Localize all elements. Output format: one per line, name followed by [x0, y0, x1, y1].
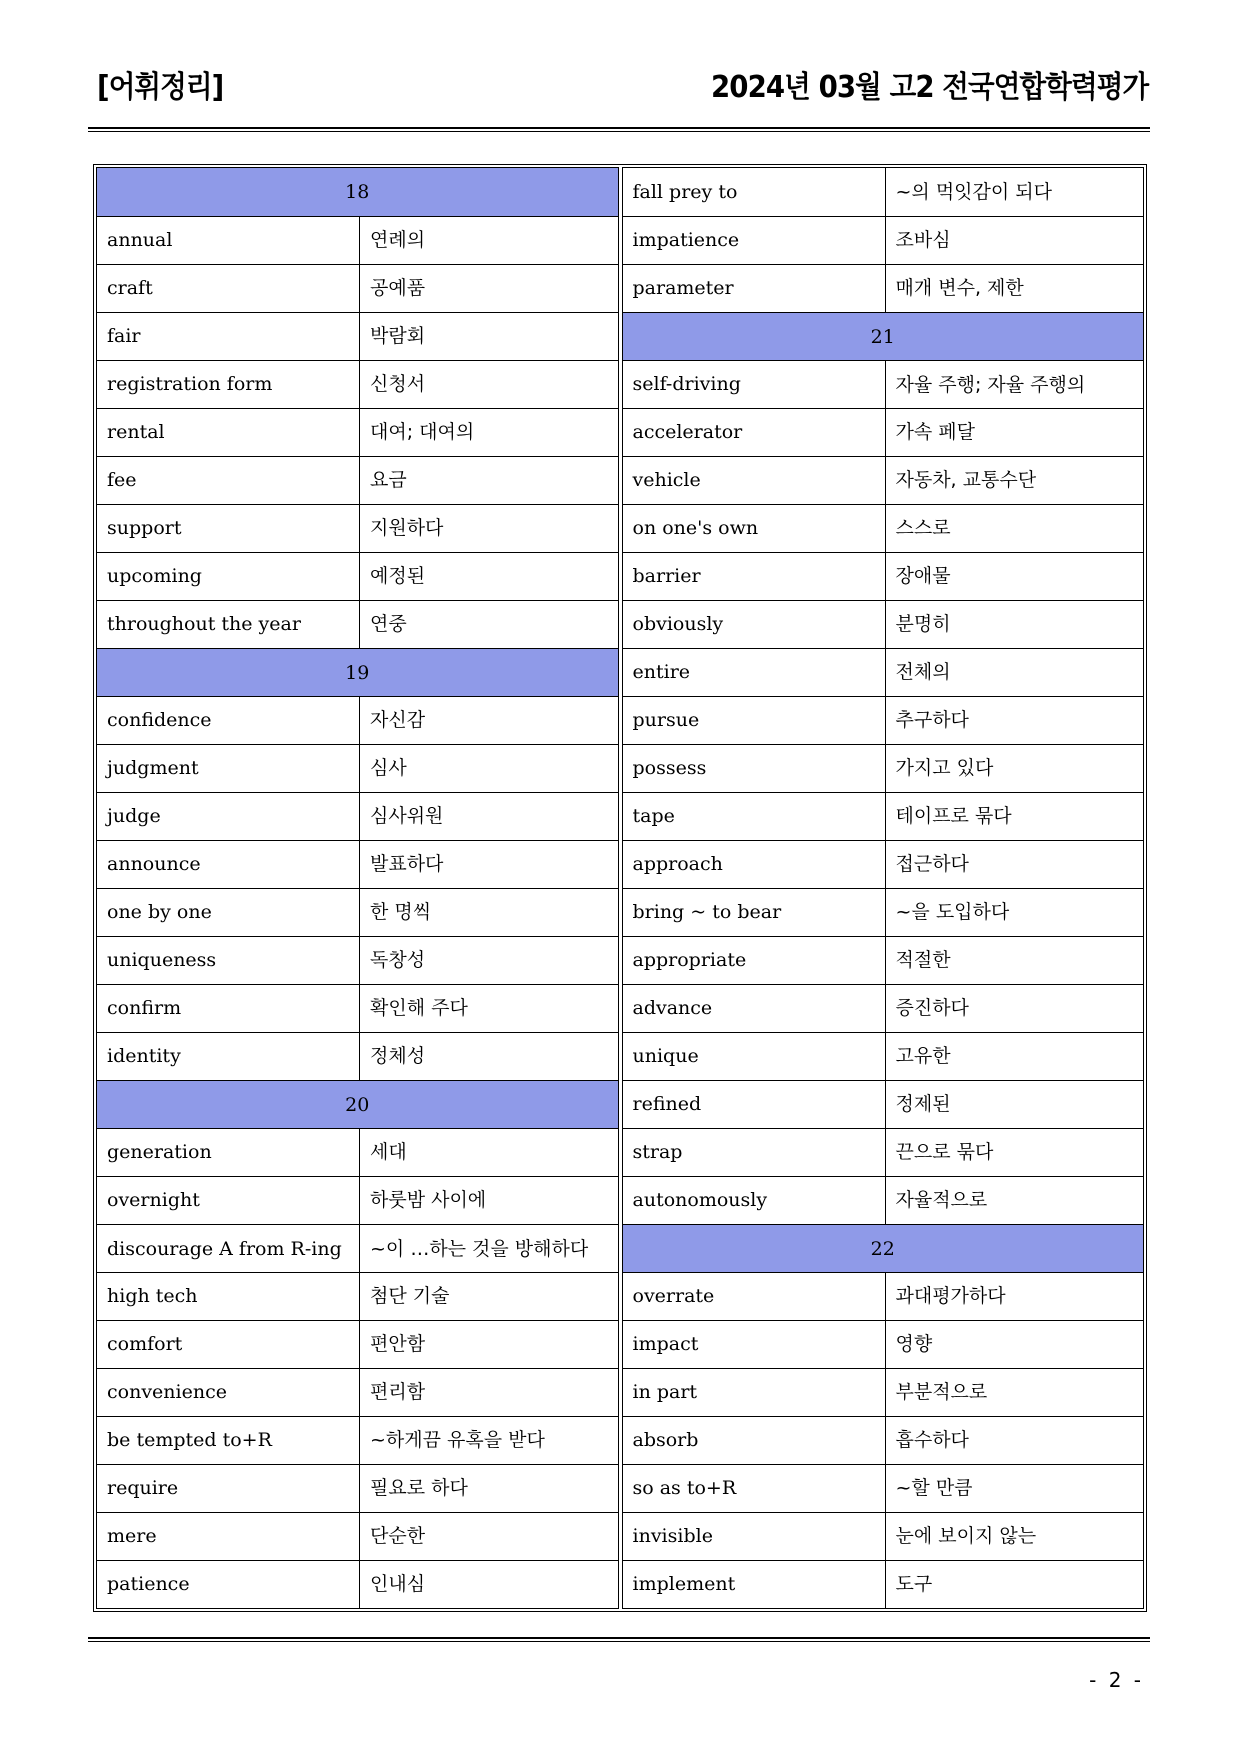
section-header [623, 1224, 1144, 1272]
english-term: rental [97, 409, 360, 456]
english-term: appropriate [623, 937, 886, 984]
vocab-row [623, 984, 1144, 1032]
korean-meaning: 적절한 [895, 949, 951, 971]
vocab-row [623, 168, 1144, 216]
english-term: overrate [623, 1273, 886, 1320]
english-term: throughout the year [97, 601, 360, 648]
korean-meaning: 분명히 [895, 613, 951, 635]
korean-meaning: 요금 [370, 469, 407, 491]
korean-meaning: 전체의 [895, 661, 951, 683]
english-term: parameter [623, 265, 886, 312]
vocab-row [97, 1368, 618, 1416]
vocab-row [97, 1512, 618, 1560]
korean-meaning: 자동차, 교통수단 [895, 469, 1037, 491]
korean-meaning: 스스로 [895, 517, 951, 539]
english-term: in part [623, 1369, 886, 1416]
vocab-row [97, 984, 618, 1032]
english-term: impatience [623, 217, 886, 264]
english-term: autonomously [623, 1177, 886, 1224]
korean-meaning: 테이프로 묶다 [895, 805, 1012, 827]
korean-meaning: 필요로 하다 [370, 1477, 468, 1499]
english-term: bring ~ to bear [623, 889, 886, 936]
vocab-row [97, 888, 618, 936]
korean-meaning: 눈에 보이지 않는 [895, 1525, 1037, 1547]
korean-meaning: 첨단 기술 [370, 1285, 450, 1307]
vocab-row [623, 600, 1144, 648]
vocab-row [623, 504, 1144, 552]
vocab-row [97, 456, 618, 504]
vocab-row [623, 1128, 1144, 1176]
english-term: entire [623, 649, 886, 696]
english-term: refined [623, 1081, 886, 1128]
english-term: on one's own [623, 505, 886, 552]
english-term: obviously [623, 601, 886, 648]
english-term: discourage A from R-ing [97, 1225, 360, 1272]
document-category-title: [어휘정리] [97, 70, 224, 105]
english-term: require [97, 1465, 360, 1512]
section-header [623, 312, 1144, 360]
footer-divider-bottom [88, 1641, 1150, 1642]
section-number: 21 [870, 325, 895, 348]
section-header [97, 1080, 618, 1128]
korean-meaning: 추구하다 [895, 709, 969, 731]
vocab-row [97, 840, 618, 888]
vocab-row [623, 1560, 1144, 1608]
korean-meaning: 자신감 [370, 709, 426, 731]
vocab-row [97, 312, 618, 360]
english-term: confirm [97, 985, 360, 1032]
korean-meaning: 대여; 대여의 [370, 421, 475, 443]
korean-meaning: 독창성 [370, 949, 426, 971]
section-number: 20 [345, 1093, 370, 1116]
korean-meaning: 끈으로 묶다 [895, 1141, 994, 1163]
english-term: approach [623, 841, 886, 888]
korean-meaning: 연중 [370, 613, 407, 635]
section-number: 19 [345, 661, 370, 684]
page-number: - 2 - [1089, 1668, 1144, 1692]
vocab-row [623, 1032, 1144, 1080]
vocab-row [623, 936, 1144, 984]
vocab-row [623, 1464, 1144, 1512]
english-term: self-driving [623, 361, 886, 408]
korean-meaning: 발표하다 [370, 853, 444, 875]
english-term: generation [97, 1129, 360, 1176]
vocab-row [623, 648, 1144, 696]
vocab-row [97, 408, 618, 456]
english-term: annual [97, 217, 360, 264]
english-term: announce [97, 841, 360, 888]
korean-meaning: 매개 변수, 제한 [895, 277, 1024, 299]
korean-meaning: ~할 만큼 [895, 1477, 973, 1499]
korean-meaning: 정제된 [895, 1093, 951, 1115]
korean-meaning: 단순한 [370, 1525, 426, 1547]
section-number: 22 [870, 1237, 895, 1260]
footer-divider-top [88, 1637, 1150, 1639]
vocab-row [97, 552, 618, 600]
korean-meaning: ~하게끔 유혹을 받다 [370, 1429, 545, 1451]
korean-meaning: 접근하다 [895, 853, 969, 875]
korean-meaning: 흡수하다 [895, 1429, 969, 1451]
vocab-row [97, 216, 618, 264]
korean-meaning: 가속 페달 [895, 421, 975, 443]
english-term: tape [623, 793, 886, 840]
section-header [97, 648, 618, 696]
korean-meaning: 가지고 있다 [895, 757, 994, 779]
english-term: implement [623, 1561, 886, 1608]
english-term: mere [97, 1513, 360, 1560]
english-term: identity [97, 1033, 360, 1080]
vocab-row [97, 1272, 618, 1320]
korean-meaning: 정체성 [370, 1045, 426, 1067]
korean-meaning: 영향 [895, 1333, 933, 1355]
english-term: upcoming [97, 553, 360, 600]
english-term: judgment [97, 745, 360, 792]
english-term: patience [97, 1561, 360, 1608]
english-term: advance [623, 985, 886, 1032]
vocab-row [97, 792, 618, 840]
vocab-row [97, 1032, 618, 1080]
korean-meaning: 도구 [895, 1573, 933, 1595]
vocab-row [623, 1512, 1144, 1560]
vocab-row [97, 1464, 618, 1512]
korean-meaning: 심사 [370, 757, 407, 779]
vocab-row [623, 216, 1144, 264]
vocab-row [623, 888, 1144, 936]
header-divider-bottom [88, 131, 1150, 132]
english-term: support [97, 505, 360, 552]
korean-meaning: 과대평가하다 [895, 1285, 1006, 1307]
english-term: one by one [97, 889, 360, 936]
korean-meaning: 신청서 [370, 373, 426, 395]
english-term: judge [97, 793, 360, 840]
english-term: high tech [97, 1273, 360, 1320]
korean-meaning: 증진하다 [895, 997, 969, 1019]
english-term: overnight [97, 1177, 360, 1224]
english-term: comfort [97, 1321, 360, 1368]
english-term: so as to+R [623, 1465, 886, 1512]
korean-meaning: 박람회 [370, 325, 426, 347]
korean-meaning: 확인해 주다 [370, 997, 468, 1019]
vocab-row [623, 1320, 1144, 1368]
korean-meaning: 심사위원 [370, 805, 444, 827]
vocab-row [97, 1320, 618, 1368]
vocab-row [97, 1224, 618, 1272]
english-term: possess [623, 745, 886, 792]
english-term: barrier [623, 553, 886, 600]
english-term: impact [623, 1321, 886, 1368]
english-term: be tempted to+R [97, 1417, 360, 1464]
korean-meaning: ~의 먹잇감이 되다 [895, 180, 1052, 203]
korean-meaning: 연례의 [370, 229, 426, 251]
korean-meaning: 조바심 [895, 229, 951, 251]
vocab-row [623, 1368, 1144, 1416]
vocab-row [623, 552, 1144, 600]
english-term: strap [623, 1129, 886, 1176]
vocab-row [623, 1080, 1144, 1128]
english-term: unique [623, 1033, 886, 1080]
vocab-row [97, 1560, 618, 1608]
section-header [97, 168, 618, 216]
english-term: invisible [623, 1513, 886, 1560]
vocab-row [97, 504, 618, 552]
korean-meaning: 자율 주행; 자율 주행의 [895, 374, 1086, 396]
exam-title: 2024년 03월 고2 전국연합학력평가 [710, 70, 1148, 105]
vocab-row [97, 1176, 618, 1224]
korean-meaning: 공예품 [370, 277, 426, 299]
vocab-row [623, 408, 1144, 456]
english-term: accelerator [623, 409, 886, 456]
vocab-row [623, 1272, 1144, 1320]
vocab-row [623, 1416, 1144, 1464]
vocab-row [97, 264, 618, 312]
header-divider-top [88, 127, 1150, 129]
vocab-row [97, 360, 618, 408]
korean-meaning: ~이 …하는 것을 방해하다 [370, 1238, 589, 1260]
korean-meaning: 자율적으로 [895, 1189, 988, 1211]
korean-meaning: 세대 [370, 1141, 407, 1163]
vocab-row [623, 360, 1144, 408]
vocab-row [97, 1416, 618, 1464]
korean-meaning: 편리함 [370, 1381, 426, 1403]
english-term: fair [97, 313, 360, 360]
english-term: craft [97, 265, 360, 312]
korean-meaning: 예정된 [370, 565, 426, 587]
english-term: convenience [97, 1369, 360, 1416]
vocab-row [97, 744, 618, 792]
vocab-row [623, 840, 1144, 888]
english-term: uniqueness [97, 937, 360, 984]
korean-meaning: 장애물 [895, 565, 951, 587]
vocab-row [97, 696, 618, 744]
vocab-row [623, 456, 1144, 504]
english-term: absorb [623, 1417, 886, 1464]
english-term: confidence [97, 697, 360, 744]
right-column [622, 167, 1145, 1609]
vocabulary-table [93, 164, 1147, 1612]
english-term: fee [97, 457, 360, 504]
vocab-row [97, 600, 618, 648]
english-term: vehicle [623, 457, 886, 504]
korean-meaning: ~을 도입하다 [895, 901, 1010, 923]
vocab-row [623, 1176, 1144, 1224]
vocab-row [623, 264, 1144, 312]
korean-meaning: 부분적으로 [895, 1381, 988, 1403]
vocab-row [623, 696, 1144, 744]
english-term: pursue [623, 697, 886, 744]
korean-meaning: 지원하다 [370, 517, 444, 539]
english-term: registration form [97, 361, 360, 408]
korean-meaning: 하룻밤 사이에 [370, 1189, 487, 1211]
korean-meaning: 편안함 [370, 1333, 426, 1355]
korean-meaning: 인내심 [370, 1573, 426, 1595]
vocab-row [97, 1128, 618, 1176]
left-column [96, 167, 619, 1609]
vocab-row [623, 744, 1144, 792]
korean-meaning: 고유한 [895, 1045, 951, 1067]
english-term: fall prey to [623, 168, 886, 216]
korean-meaning: 한 명씩 [370, 901, 432, 923]
vocab-row [97, 936, 618, 984]
vocab-row [623, 792, 1144, 840]
section-number: 18 [345, 181, 370, 203]
